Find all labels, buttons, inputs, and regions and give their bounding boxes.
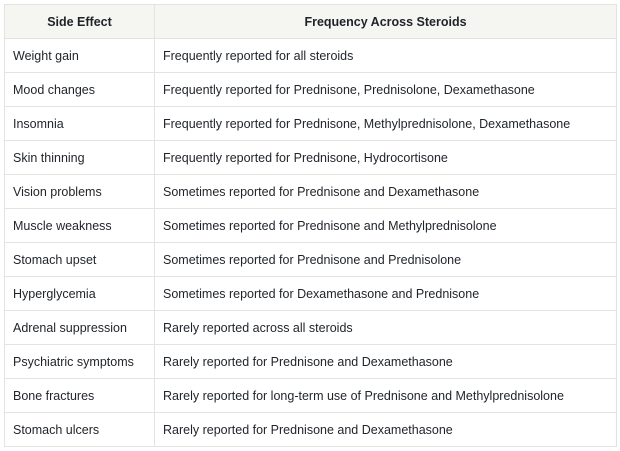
table-header <box>5 5 617 39</box>
table-row <box>5 277 617 311</box>
side-effect-cell: Adrenal suppression <box>5 311 155 345</box>
header-side-effect: Side Effect <box>5 5 155 39</box>
table-row <box>5 413 617 447</box>
frequency-cell: Rarely reported for long-term use of Prednisone and Methylprednisolone <box>155 379 617 413</box>
side-effects-table-container <box>4 4 616 447</box>
side-effect-cell: Muscle weakness <box>5 209 155 243</box>
frequency-cell: Frequently reported for Prednisone, Hydrocortisone <box>155 141 617 175</box>
table-body <box>5 39 617 447</box>
table-row <box>5 209 617 243</box>
table-row <box>5 311 617 345</box>
side-effect-cell: Skin thinning <box>5 141 155 175</box>
frequency-cell: Sometimes reported for Prednisone and Methylprednisolone <box>155 209 617 243</box>
side-effect-cell: Mood changes <box>5 73 155 107</box>
frequency-cell: Frequently reported for Prednisone, Methylprednisolone, Dexamethasone <box>155 107 617 141</box>
frequency-cell: Sometimes reported for Prednisone and Prednisolone <box>155 243 617 277</box>
frequency-cell: Rarely reported for Prednisone and Dexamethasone <box>155 413 617 447</box>
table-row <box>5 73 617 107</box>
side-effect-cell: Insomnia <box>5 107 155 141</box>
header-row <box>5 5 617 39</box>
side-effect-cell: Stomach ulcers <box>5 413 155 447</box>
table-row <box>5 379 617 413</box>
side-effect-cell: Bone fractures <box>5 379 155 413</box>
frequency-cell: Frequently reported for all steroids <box>155 39 617 73</box>
frequency-cell: Rarely reported for Prednisone and Dexamethasone <box>155 345 617 379</box>
table-row <box>5 107 617 141</box>
side-effect-cell: Hyperglycemia <box>5 277 155 311</box>
side-effect-cell: Stomach upset <box>5 243 155 277</box>
table-row <box>5 345 617 379</box>
frequency-cell: Frequently reported for Prednisone, Prednisolone, Dexamethasone <box>155 73 617 107</box>
side-effects-table <box>4 4 617 447</box>
side-effect-cell: Weight gain <box>5 39 155 73</box>
table-row <box>5 141 617 175</box>
frequency-cell: Sometimes reported for Prednisone and Dexamethasone <box>155 175 617 209</box>
header-frequency: Frequency Across Steroids <box>155 5 617 39</box>
frequency-cell: Sometimes reported for Dexamethasone and Prednisone <box>155 277 617 311</box>
frequency-cell: Rarely reported across all steroids <box>155 311 617 345</box>
table-row <box>5 243 617 277</box>
table-row <box>5 39 617 73</box>
table-row <box>5 175 617 209</box>
side-effect-cell: Vision problems <box>5 175 155 209</box>
side-effect-cell: Psychiatric symptoms <box>5 345 155 379</box>
